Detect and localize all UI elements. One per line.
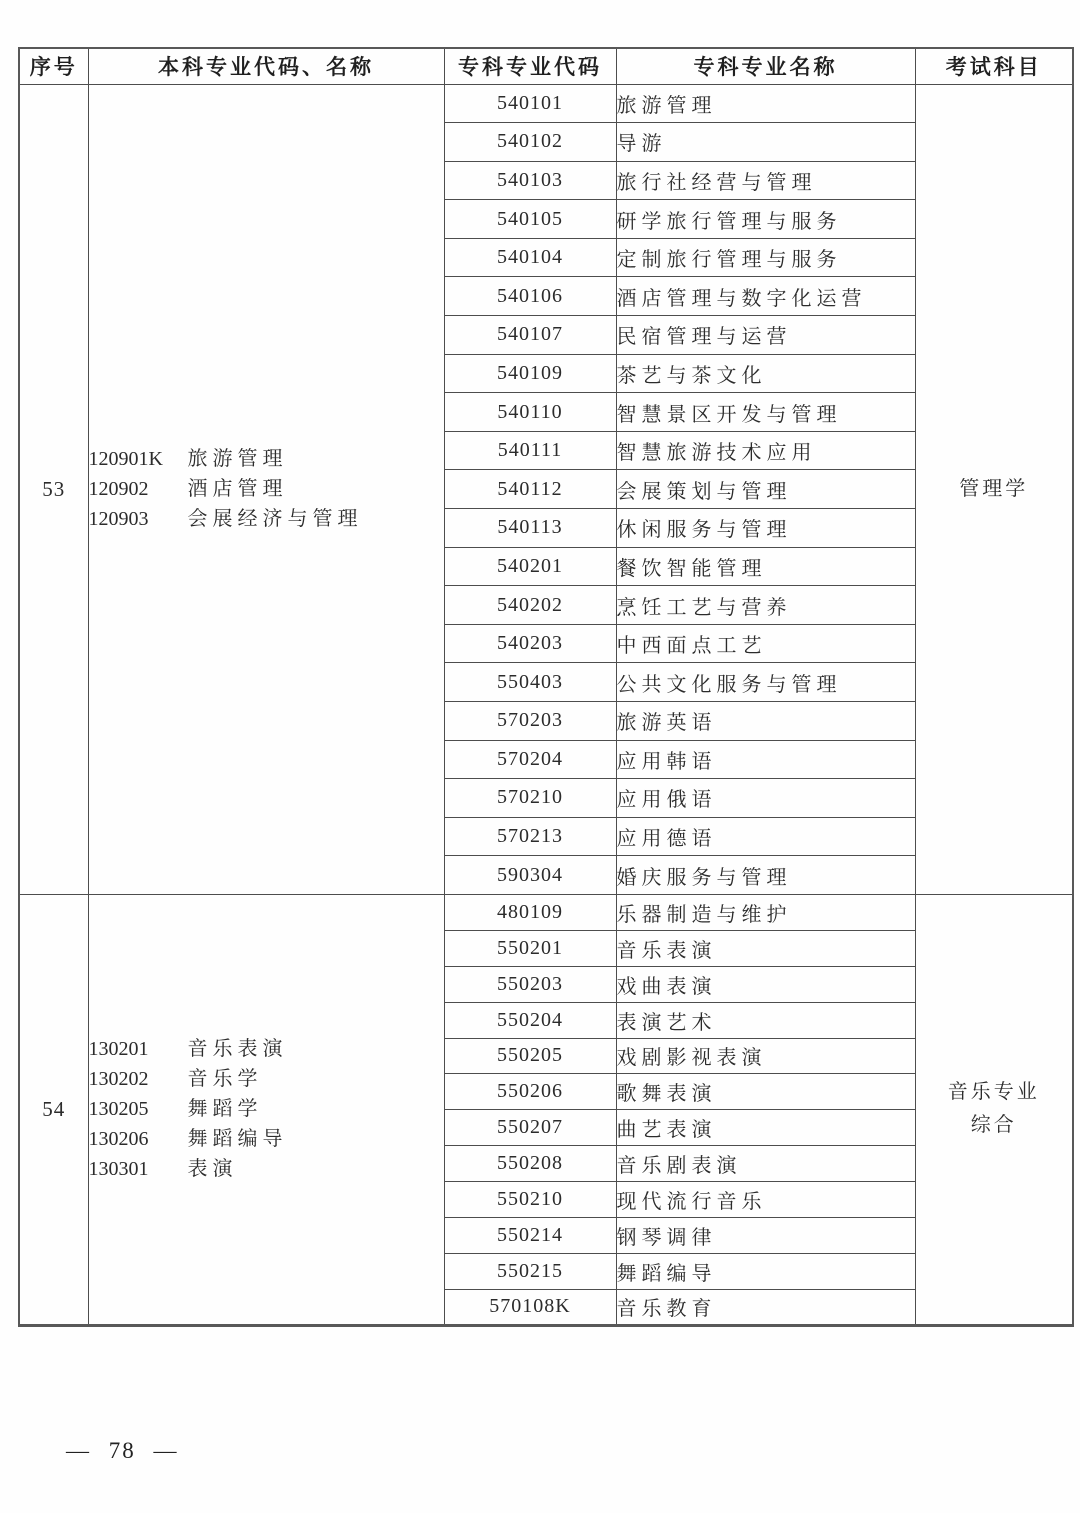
college-major-code: 540112 bbox=[444, 470, 616, 509]
undergrad-major-line bbox=[89, 444, 444, 474]
college-major-code: 540106 bbox=[444, 277, 616, 316]
college-major-name: 旅行社经营与管理 bbox=[616, 161, 915, 200]
college-major-code: 550206 bbox=[444, 1074, 616, 1110]
undergrad-major-name: 酒店管理 bbox=[187, 478, 288, 501]
college-major-name: 应用俄语 bbox=[616, 779, 915, 818]
college-major-code: 570204 bbox=[444, 740, 616, 779]
header-college-code: 专科专业代码 bbox=[444, 48, 616, 84]
college-major-name: 音乐剧表演 bbox=[616, 1146, 915, 1182]
table-body bbox=[19, 84, 1073, 1325]
undergrad-major-line bbox=[89, 474, 444, 504]
college-major-code: 540201 bbox=[444, 547, 616, 586]
college-major-code: 540202 bbox=[444, 586, 616, 625]
college-major-code: 540101 bbox=[444, 84, 616, 123]
exam-subject-line: 音乐专业 bbox=[947, 1081, 1040, 1104]
undergrad-major-code: 130202 bbox=[88, 1068, 149, 1091]
college-major-name: 餐饮智能管理 bbox=[616, 547, 915, 586]
undergrad-majors-cell bbox=[88, 84, 444, 894]
college-major-code: 540111 bbox=[444, 431, 616, 470]
undergrad-major-code: 130201 bbox=[88, 1038, 149, 1061]
college-major-name: 公共文化服务与管理 bbox=[616, 663, 915, 702]
undergrad-major-code: 130301 bbox=[88, 1158, 149, 1181]
college-major-name: 民宿管理与运营 bbox=[616, 316, 915, 355]
college-major-name: 定制旅行管理与服务 bbox=[616, 238, 915, 277]
seq-cell: 53 bbox=[19, 84, 88, 894]
college-major-name: 导游 bbox=[616, 123, 915, 162]
college-major-code: 550208 bbox=[444, 1146, 616, 1182]
undergrad-major-name: 旅游管理 bbox=[187, 448, 288, 471]
college-major-name: 钢琴调律 bbox=[616, 1217, 915, 1253]
undergrad-major-line bbox=[89, 504, 444, 534]
header-seq: 序号 bbox=[19, 48, 88, 84]
college-major-name: 现代流行音乐 bbox=[616, 1182, 915, 1218]
college-major-name: 应用韩语 bbox=[616, 740, 915, 779]
college-major-name: 旅游管理 bbox=[616, 84, 915, 123]
college-major-name: 智慧旅游技术应用 bbox=[616, 431, 915, 470]
college-major-code: 540113 bbox=[444, 509, 616, 548]
table-row bbox=[19, 84, 1073, 123]
undergrad-major-name: 音乐学 bbox=[187, 1068, 263, 1091]
college-major-code: 540102 bbox=[444, 123, 616, 162]
college-major-code: 540103 bbox=[444, 161, 616, 200]
undergrad-major-name: 音乐表演 bbox=[187, 1038, 288, 1061]
college-major-code: 570210 bbox=[444, 779, 616, 818]
college-major-name: 中西面点工艺 bbox=[616, 624, 915, 663]
header-row bbox=[19, 48, 1073, 84]
college-major-name: 歌舞表演 bbox=[616, 1074, 915, 1110]
undergrad-major-line bbox=[89, 1094, 444, 1124]
undergrad-major-name: 舞蹈编导 bbox=[187, 1128, 288, 1151]
college-major-code: 540203 bbox=[444, 624, 616, 663]
undergrad-major-line bbox=[89, 1124, 444, 1154]
college-major-name: 会展策划与管理 bbox=[616, 470, 915, 509]
undergrad-major-name: 会展经济与管理 bbox=[187, 508, 363, 531]
undergrad-major-line bbox=[89, 1034, 444, 1064]
college-major-name: 旅游英语 bbox=[616, 702, 915, 741]
undergrad-major-code: 120902 bbox=[88, 478, 149, 501]
exam-subject-cell bbox=[915, 84, 1073, 894]
undergrad-major-code: 130205 bbox=[88, 1098, 149, 1121]
page-number: — 78 — bbox=[66, 1438, 179, 1463]
college-major-code: 550215 bbox=[444, 1253, 616, 1289]
header-undergrad-code-name: 本科专业代码、名称 bbox=[88, 48, 444, 84]
college-major-code: 550214 bbox=[444, 1217, 616, 1253]
college-major-code: 540107 bbox=[444, 316, 616, 355]
exam-subject-line: 管理学 bbox=[959, 477, 1029, 500]
undergrad-major-code: 130206 bbox=[88, 1128, 149, 1151]
undergrad-major-name: 舞蹈学 bbox=[187, 1098, 263, 1121]
college-major-name: 应用德语 bbox=[616, 817, 915, 856]
college-major-code: 550207 bbox=[444, 1110, 616, 1146]
undergrad-major-code: 120903 bbox=[88, 508, 149, 531]
college-major-name: 烹饪工艺与营养 bbox=[616, 586, 915, 625]
college-major-name: 乐器制造与维护 bbox=[616, 894, 915, 930]
undergrad-major-name: 表演 bbox=[187, 1158, 238, 1181]
college-major-name: 研学旅行管理与服务 bbox=[616, 200, 915, 239]
college-major-name: 舞蹈编导 bbox=[616, 1253, 915, 1289]
college-major-name: 休闲服务与管理 bbox=[616, 509, 915, 548]
college-major-code: 550203 bbox=[444, 966, 616, 1002]
college-major-code: 570203 bbox=[444, 702, 616, 741]
college-major-name: 音乐表演 bbox=[616, 930, 915, 966]
table-header bbox=[19, 48, 1073, 84]
college-major-code: 590304 bbox=[444, 856, 616, 895]
undergrad-major-line bbox=[89, 1154, 444, 1184]
college-major-code: 540110 bbox=[444, 393, 616, 432]
college-major-name: 婚庆服务与管理 bbox=[616, 856, 915, 895]
college-major-code: 540104 bbox=[444, 238, 616, 277]
college-major-code: 570213 bbox=[444, 817, 616, 856]
college-major-code: 570108K bbox=[444, 1289, 616, 1325]
college-major-name: 酒店管理与数字化运营 bbox=[616, 277, 915, 316]
college-major-code: 550403 bbox=[444, 663, 616, 702]
college-major-name: 表演艺术 bbox=[616, 1002, 915, 1038]
college-major-code: 550201 bbox=[444, 930, 616, 966]
seq-cell: 54 bbox=[19, 894, 88, 1325]
header-exam-subject: 考试科目 bbox=[915, 48, 1073, 84]
college-major-name: 戏剧影视表演 bbox=[616, 1038, 915, 1074]
undergrad-majors-cell bbox=[88, 894, 444, 1325]
college-major-name: 智慧景区开发与管理 bbox=[616, 393, 915, 432]
college-major-name: 音乐教育 bbox=[616, 1289, 915, 1325]
college-major-code: 540105 bbox=[444, 200, 616, 239]
header-college-name: 专科专业名称 bbox=[616, 48, 915, 84]
undergrad-major-code: 120901K bbox=[88, 448, 163, 471]
exam-subject-line: 综合 bbox=[970, 1114, 1017, 1137]
college-major-name: 戏曲表演 bbox=[616, 966, 915, 1002]
college-major-code: 540109 bbox=[444, 354, 616, 393]
college-major-code: 550210 bbox=[444, 1182, 616, 1218]
college-major-code: 480109 bbox=[444, 894, 616, 930]
undergrad-major-line bbox=[89, 1064, 444, 1094]
college-major-name: 曲艺表演 bbox=[616, 1110, 915, 1146]
college-major-code: 550204 bbox=[444, 1002, 616, 1038]
majors-mapping-table bbox=[18, 47, 1074, 1327]
college-major-name: 茶艺与茶文化 bbox=[616, 354, 915, 393]
college-major-code: 550205 bbox=[444, 1038, 616, 1074]
table-row bbox=[19, 894, 1073, 930]
exam-subject-cell bbox=[915, 894, 1073, 1325]
